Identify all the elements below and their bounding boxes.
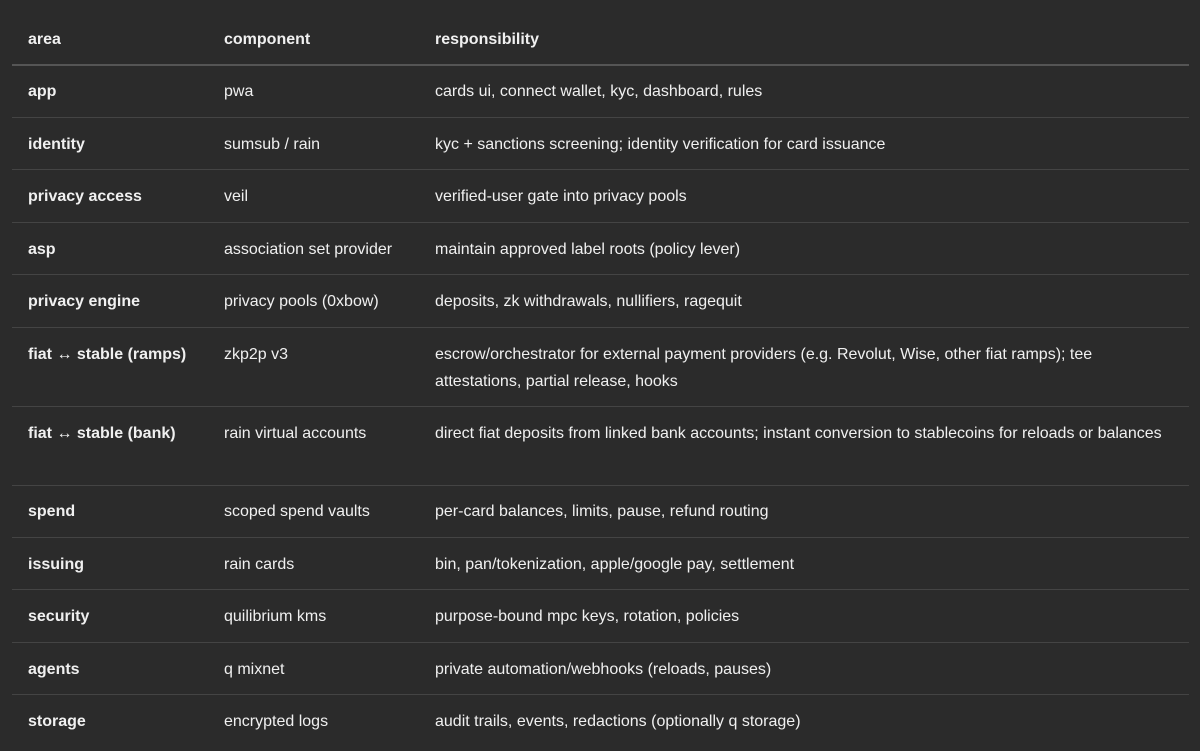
cell-component: sumsub / rain (224, 136, 321, 153)
cell-responsibility: bin, pan/tokenization, apple/google pay, settlement (435, 556, 795, 573)
cell-area: identity (28, 136, 85, 153)
cell-area: issuing (28, 556, 85, 573)
cell-responsibility: direct fiat deposits from linked bank accounts; instant conversion to stablecoins for reloads or balances (435, 425, 1162, 442)
cell-responsibility: per-card balances, limits, pause, refund routing (435, 503, 769, 520)
row-divider (12, 222, 1189, 223)
cell-component: rain cards (224, 556, 295, 573)
cell-responsibility: maintain approved label roots (policy lever) (435, 241, 741, 258)
cell-component: privacy pools (0xbow) (224, 293, 379, 310)
cell-responsibility: audit trails, events, redactions (optionally q storage) (435, 713, 801, 730)
header-responsibility: responsibility (435, 31, 540, 48)
row-divider (12, 694, 1189, 695)
cell-responsibility: kyc + sanctions screening; identity verification for card issuance (435, 136, 886, 153)
cell-component: q mixnet (224, 661, 285, 678)
cell-component: scoped spend vaults (224, 503, 370, 520)
cell-component: encrypted logs (224, 713, 329, 730)
cell-component: veil (224, 188, 249, 205)
row-divider (12, 642, 1189, 643)
row-divider (12, 485, 1189, 486)
cell-component: quilibrium kms (224, 608, 327, 625)
cell-area: security (28, 608, 90, 625)
row-divider (12, 406, 1189, 407)
cell-area: asp (28, 241, 56, 258)
header-component: component (224, 31, 311, 48)
cell-component: zkp2p v3 (224, 346, 289, 363)
cell-component: association set provider (224, 241, 393, 258)
cell-area: agents (28, 661, 80, 678)
header-area: area (28, 31, 61, 48)
header-divider (12, 64, 1189, 66)
cell-responsibility: verified-user gate into privacy pools (435, 188, 687, 205)
cell-area: fiat ↔ stable (ramps) (28, 346, 187, 363)
cell-component: pwa (224, 83, 254, 100)
cell-area: fiat ↔ stable (bank) (28, 425, 176, 442)
row-divider (12, 537, 1189, 538)
row-divider (12, 117, 1189, 118)
row-divider (12, 327, 1189, 328)
cell-area: privacy access (28, 188, 142, 205)
cell-responsibility: cards ui, connect wallet, kyc, dashboard, rules (435, 83, 763, 100)
cell-area: storage (28, 713, 86, 730)
cell-responsibility: escrow/orchestrator for external payment providers (e.g. Revolut, Wise, other fiat ramps); tee attestations, partial release, hooks (435, 346, 1093, 390)
row-divider (12, 274, 1189, 275)
cell-responsibility: deposits, zk withdrawals, nullifiers, ragequit (435, 293, 742, 310)
cell-area: privacy engine (28, 293, 141, 310)
row-divider (12, 589, 1189, 590)
cell-responsibility: purpose-bound mpc keys, rotation, policies (435, 608, 740, 625)
cell-component: rain virtual accounts (224, 425, 367, 442)
cell-responsibility: private automation/webhooks (reloads, pauses) (435, 661, 772, 678)
cell-area: app (28, 83, 57, 100)
row-divider (12, 169, 1189, 170)
cell-area: spend (28, 503, 76, 520)
